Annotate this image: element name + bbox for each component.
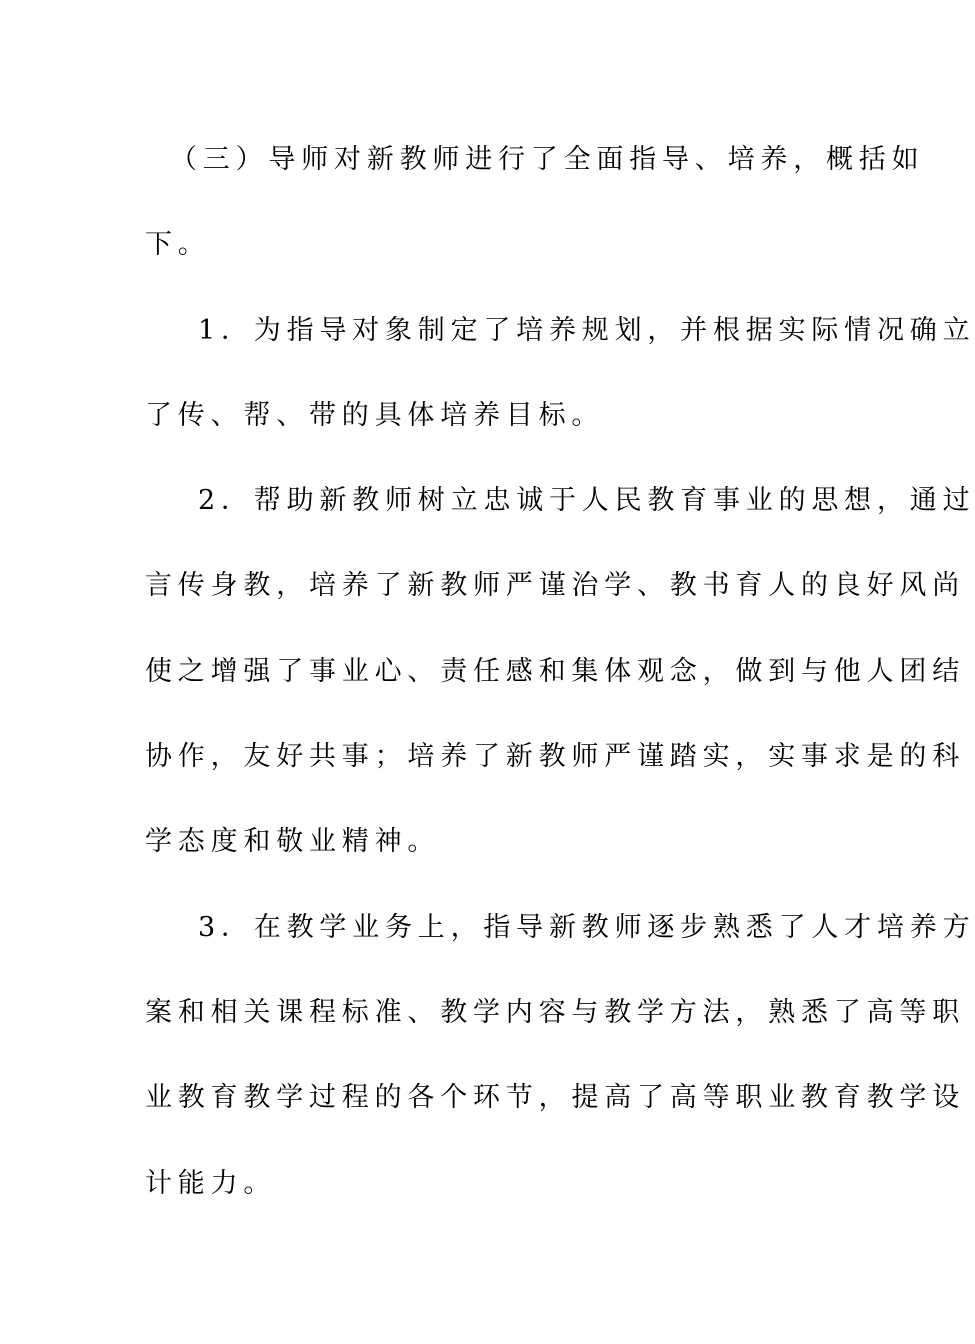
paragraph-2-line-2: 言传身教，培养了新教师严谨治学、教书育人的良好风尚 — [145, 570, 965, 601]
paragraph-2-line-4: 协作，友好共事；培养了新教师严谨踏实，实事求是的科 — [145, 741, 965, 772]
paragraph-1-line-2: 了传、帮、带的具体培养目标。 — [145, 400, 605, 431]
paragraph-2-line-5: 学态度和敬业精神。 — [145, 826, 441, 857]
paragraph-heading-line-2: 下。 — [145, 229, 211, 260]
paragraph-heading-line-1: （三）导师对新教师进行了全面指导、培养，概括如 — [170, 144, 925, 175]
paragraph-3-line-3: 业教育教学过程的各个环节，提高了高等职业教育教学设 — [145, 1082, 965, 1113]
paragraph-1-line-1: 1．为指导对象制定了培养规划，并根据实际情况确立 — [198, 315, 975, 346]
paragraph-2-line-1: 2．帮助新教师树立忠诚于人民教育事业的思想，通过 — [198, 485, 975, 516]
paragraph-3-line-4: 计能力。 — [145, 1168, 277, 1199]
paragraph-3-line-1: 3．在教学业务上，指导新教师逐步熟悉了人才培养方 — [198, 912, 975, 943]
paragraph-2-line-3: 使之增强了事业心、责任感和集体观念，做到与他人团结 — [145, 656, 965, 687]
paragraph-3-line-2: 案和相关课程标准、教学内容与教学方法，熟悉了高等职 — [145, 997, 965, 1028]
